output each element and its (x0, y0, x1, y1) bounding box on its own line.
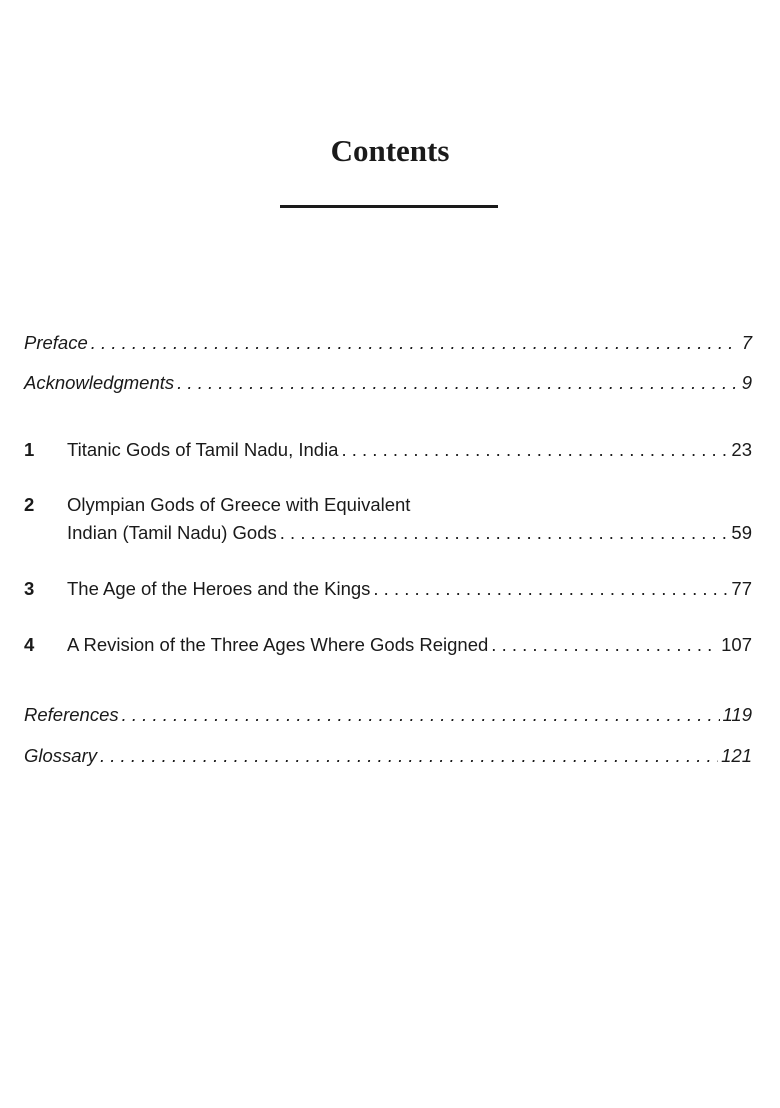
entry-label: Titanic Gods of Tamil Nadu, India (67, 439, 339, 460)
entry-page: 59 (731, 522, 752, 543)
toc-entry-glossary[interactable] (24, 742, 752, 770)
entry-page: 121 (721, 745, 752, 766)
entry-label: Acknowledgments (24, 372, 175, 393)
chapter-2-title-line1: Olympian Gods of Greece with Equivalent (67, 494, 411, 515)
dot-leader (491, 631, 718, 659)
entry-page: 107 (721, 634, 752, 655)
chapter-number: 2 (24, 494, 35, 515)
entry-label: Preface (24, 332, 88, 353)
toc-entry-references[interactable] (24, 701, 752, 729)
title-rule (280, 205, 498, 208)
dot-leader (373, 575, 728, 603)
toc-entry-chapter-1[interactable] (24, 436, 752, 464)
dot-leader (177, 369, 739, 397)
entry-page: 77 (731, 578, 752, 599)
entry-page: 7 (741, 332, 752, 353)
page-title: Contents (330, 133, 450, 168)
dot-leader (122, 701, 720, 729)
entry-label: Glossary (24, 745, 97, 766)
dot-leader (341, 436, 728, 464)
entry-label: The Age of the Heroes and the Kings (67, 578, 371, 599)
entry-label: Indian (Tamil Nadu) Gods (67, 522, 277, 543)
entry-page: 23 (731, 439, 752, 460)
dot-leader (280, 519, 729, 547)
toc-entry-chapter-3[interactable] (24, 575, 752, 603)
entry-page: 9 (741, 372, 752, 393)
chapter-number: 3 (24, 578, 35, 599)
entry-label: A Revision of the Three Ages Where Gods Reigned (67, 634, 489, 655)
entry-label: References (24, 704, 119, 725)
toc-entry-chapter-4[interactable] (24, 631, 752, 659)
toc-entry-acknowledgments[interactable] (24, 369, 752, 397)
toc-entry-preface[interactable] (24, 329, 752, 357)
dot-leader (100, 742, 718, 770)
chapter-number: 1 (24, 439, 35, 460)
entry-page: 119 (722, 704, 752, 725)
chapter-number: 4 (24, 634, 35, 655)
dot-leader (91, 329, 739, 357)
